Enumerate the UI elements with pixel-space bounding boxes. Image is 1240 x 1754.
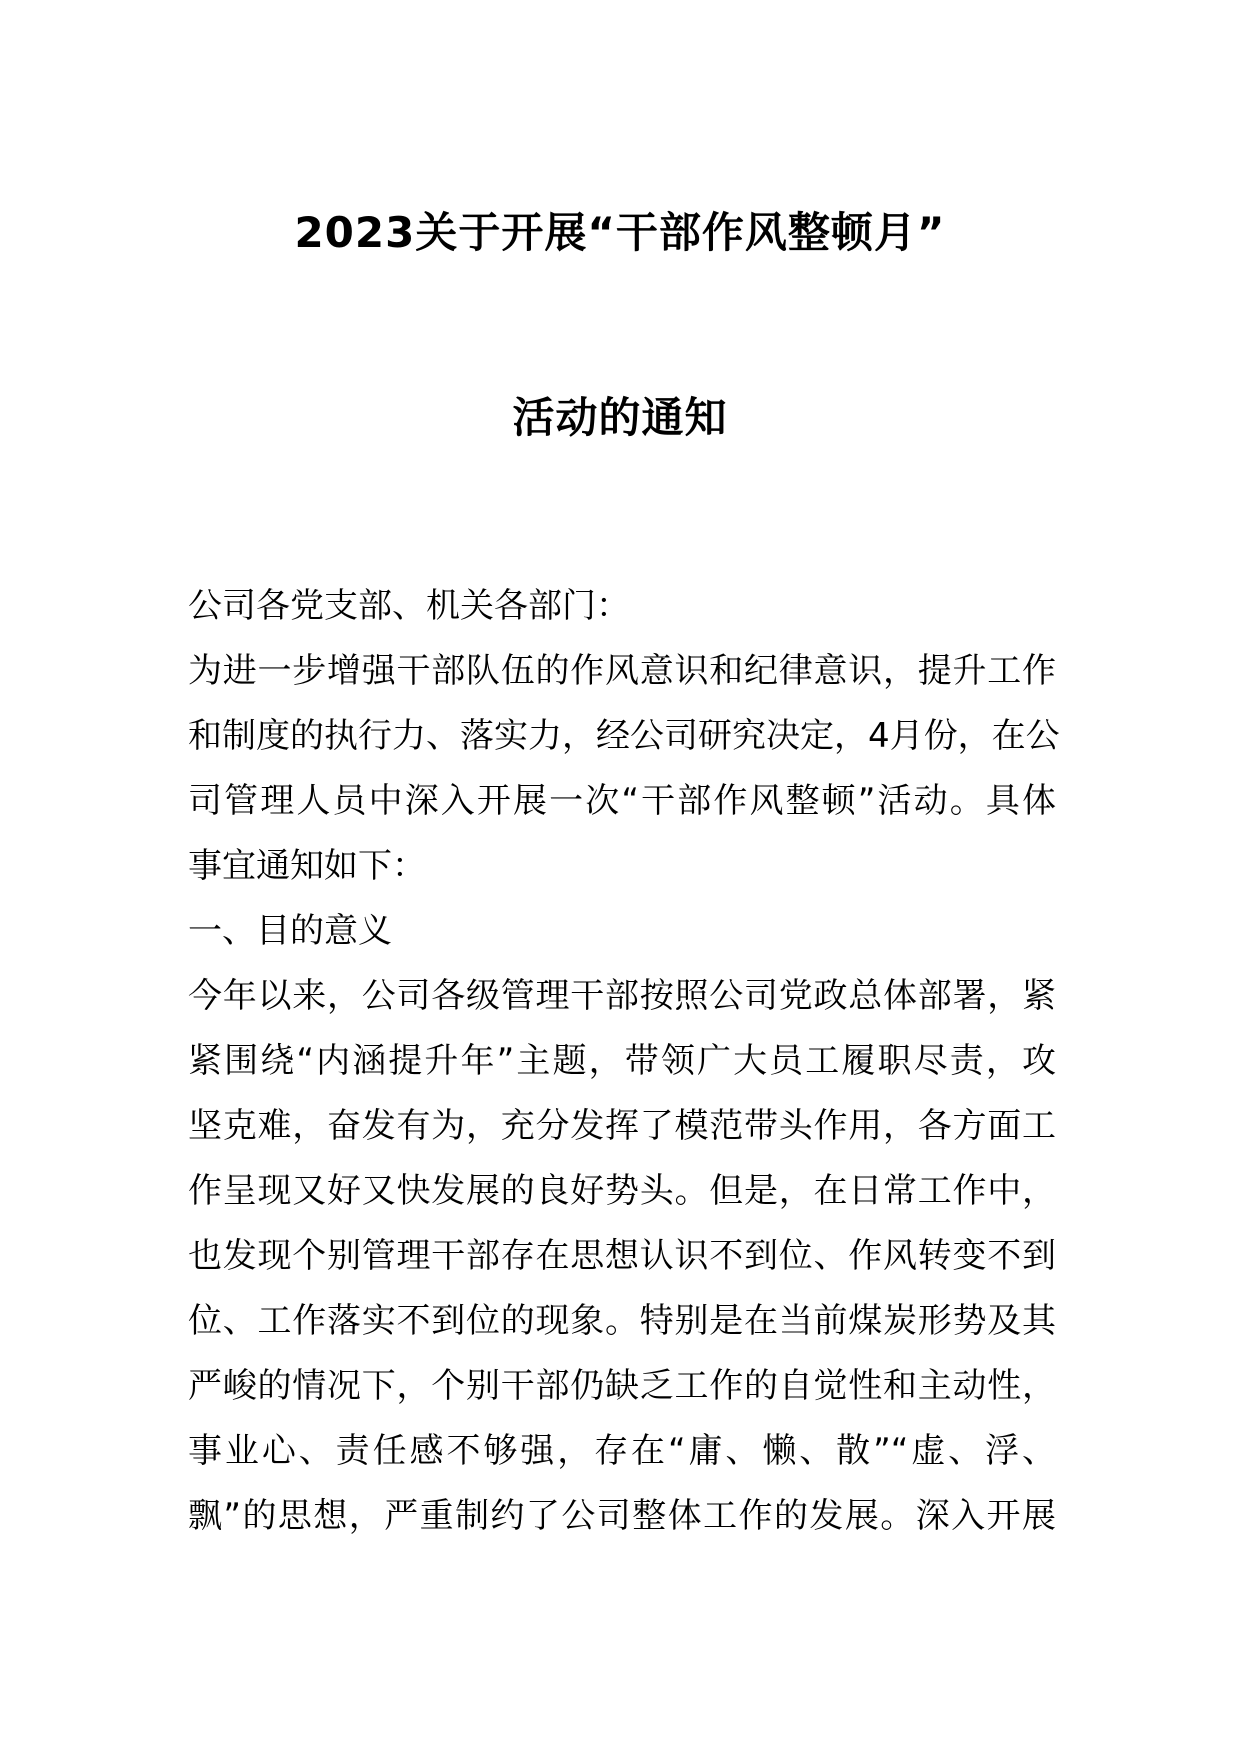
paragraph-line: 位、工作落实不到位的现象。特别是在当前煤炭形势及其: [188, 1301, 1056, 1341]
paragraph-line: 司管理人员中深入开展一次“干部作风整顿”活动。具体: [188, 781, 1056, 821]
document-body: [188, 574, 1060, 1549]
paragraph-line: 飘”的思想，严重制约了公司整体工作的发展。深入开展: [188, 1496, 1056, 1536]
paragraph-line: 和制度的执行力、落实力，经公司研究决定，4月份，在公: [188, 716, 1060, 756]
paragraph-line: 事业心、责任感不够强，存在“庸、懒、散”“虚、浮、: [188, 1431, 1056, 1471]
paragraph-line: 作呈现又好又快发展的良好势头。但是，在日常工作中，: [188, 1171, 1056, 1211]
document-title-line-1: 2023关于开展“干部作风整顿月”: [294, 208, 946, 257]
paragraph-line: 今年以来，公司各级管理干部按照公司党政总体部署，紧: [188, 976, 1056, 1016]
paragraph-line: 坚克难，奋发有为，充分发挥了模范带头作用，各方面工: [188, 1106, 1056, 1146]
section-heading: 一、目的意义: [188, 911, 392, 951]
document-title-line-2: 活动的通知: [512, 393, 728, 442]
paragraph-line: 事宜通知如下：: [188, 846, 426, 886]
paragraph-line: 也发现个别管理干部存在思想认识不到位、作风转变不到: [188, 1236, 1056, 1276]
paragraph-line: 严峻的情况下，个别干部仍缺乏工作的自觉性和主动性，: [188, 1366, 1056, 1406]
salutation: 公司各党支部、机关各部门：: [188, 586, 630, 626]
paragraph-line: 紧围绕“内涵提升年”主题，带领广大员工履职尽责，攻: [188, 1041, 1056, 1081]
paragraph-line: 为进一步增强干部队伍的作风意识和纪律意识，提升工作: [188, 651, 1056, 691]
